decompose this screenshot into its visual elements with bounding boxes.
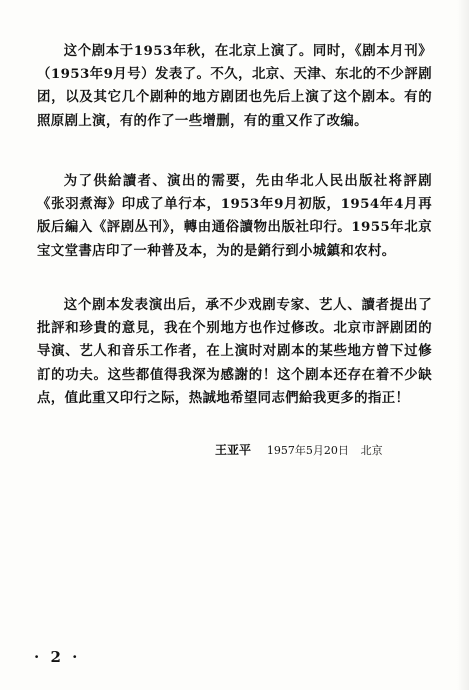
signature-date: 1957年5月20日 [266, 444, 349, 457]
page-number-value: 2 [50, 648, 64, 666]
page-edge-shadow [457, 0, 469, 690]
author-name: 王亚平 [215, 443, 252, 457]
paragraph-publication-history: 为了供給讀者、演出的需要，先由华北人民出版社将評剧《张羽煮海》印成了单行本，1953年9月初版，1954年4月再版后編入《評剧丛刊》，轉由通俗讀物出版社印行。1955年北京宝文堂書店印了一种普及本，为的是銷行到小城鎮和农村。 [37, 173, 432, 259]
paragraph-acknowledgements: 这个剧本发表演出后，承不少戏剧专家、艺人、讀者提出了批評和珍貴的意見，我在个别地方也作过修改。北京市評剧团的导演、艺人和音乐工作者，在上演时对剧本的某些地方曾下过修訂的功夫。这些都值得我深为感謝的！这个剧本还存在着不少缺点，值此重又印行之际，热誠地希望同志們給我更多的指正！ [37, 297, 432, 406]
paragraph-premiere-history: 这个剧本于1953年秋，在北京上演了。同时，《剧本月刊》（1953年9月号）发表了。不久，北京、天津、东北的不少評剧团，以及其它几个剧种的地方剧团也先后上演了这个剧本。有的照原剧上演，有的作了一些增删，有的重又作了改编。 [37, 43, 432, 129]
signature-place: 北京 [360, 444, 383, 457]
page-number: · 2 · [34, 648, 81, 666]
signature-line [215, 441, 435, 458]
